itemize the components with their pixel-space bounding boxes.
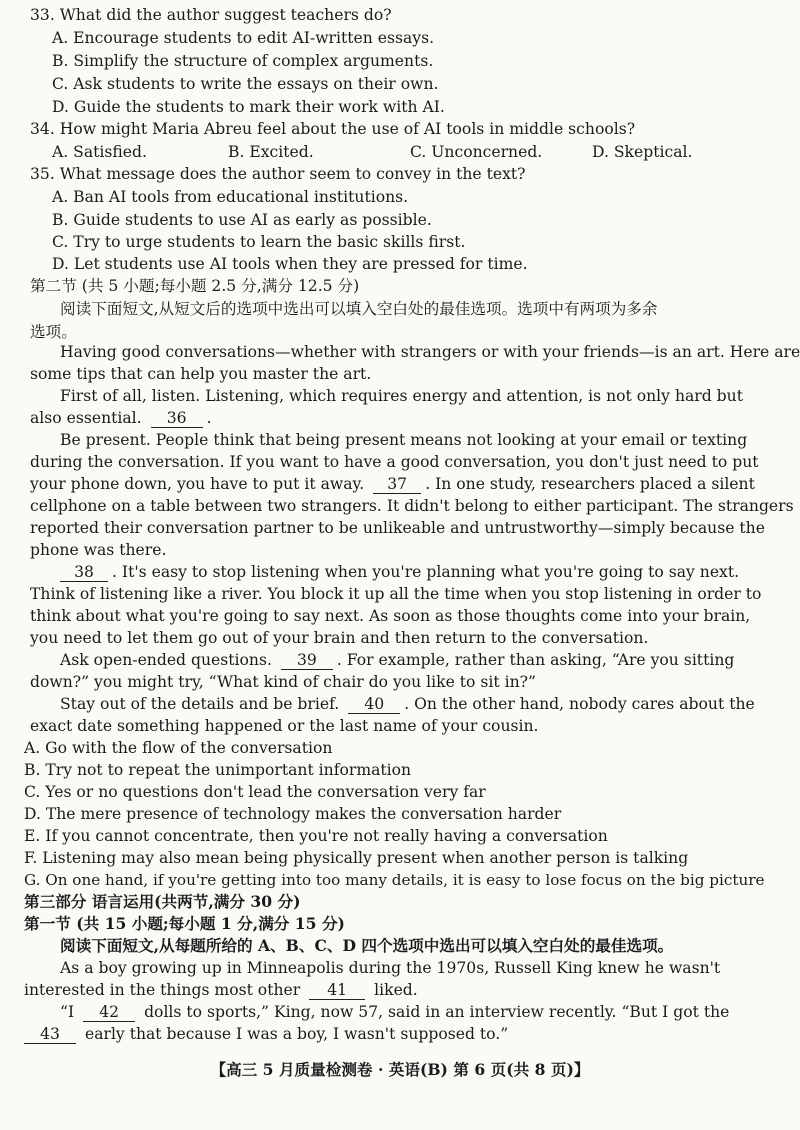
- q34-option-a: A. Satisfied.: [52, 143, 147, 161]
- blank-36[interactable]: 36: [151, 410, 203, 428]
- passage-p6-line2: exact date something happened or the last name of your cousin.: [30, 717, 539, 735]
- passage-p3-line3: [30, 474, 755, 494]
- part3-p2-line1: [60, 1002, 729, 1022]
- passage-p5-text-b: . For example, rather than asking, “Are you sitting: [336, 651, 735, 669]
- passage-p4-text: . It's easy to stop listening when you're planning what you're going to say next.: [112, 563, 740, 581]
- q35-option-b: B. Guide students to use AI as early as possible.: [52, 211, 432, 229]
- part3-header: 第三部分 语言运用(共两节,满分 30 分): [24, 892, 301, 911]
- blank-40[interactable]: 40: [348, 696, 400, 714]
- section2-option-a: A. Go with the flow of the conversation: [24, 739, 333, 757]
- passage-p3-line6: phone was there.: [30, 541, 167, 559]
- section2-option-g: G. On one hand, if you're getting into too many details, it is easy to lose focus on the big picture: [24, 871, 765, 889]
- q33-stem: 33. What did the author suggest teachers do?: [30, 6, 392, 24]
- part3-p1-text-a: interested in the things most other: [24, 981, 301, 999]
- passage-p2-line2: also essential. 36 .: [30, 409, 212, 427]
- passage-p6-text-b: . On the other hand, nobody cares about the: [404, 695, 755, 713]
- passage-p6-line1: [60, 694, 755, 714]
- part3-p1-line2: [24, 980, 418, 1000]
- passage-p3-line5: reported their conversation partner to be unlikeable and untrustworthy—simply because the: [30, 519, 765, 537]
- q34-option-b: B. Excited.: [228, 143, 314, 161]
- q35-option-d: D. Let students use AI tools when they are pressed for time.: [52, 255, 528, 273]
- part3-section1-header: 第一节 (共 15 小题;每小题 1 分,满分 15 分): [24, 914, 345, 933]
- q34-stem: 34. How might Maria Abreu feel about the use of AI tools in middle schools?: [30, 120, 636, 138]
- passage-p3-line2: during the conversation. If you want to have a good conversation, you don't just need to put: [30, 453, 759, 471]
- q35-option-c: C. Try to urge students to learn the basic skills first.: [52, 233, 466, 251]
- passage-p3-text-b: . In one study, researchers placed a silent: [425, 475, 755, 493]
- q34-option-c: C. Unconcerned.: [410, 143, 543, 161]
- passage-p4-line1: [60, 562, 739, 582]
- passage-p4-line3: think about what you're going to say next. As soon as those thoughts come into your brain,: [30, 607, 751, 625]
- passage-p5-line1: [60, 650, 734, 670]
- section2-option-d: D. The mere presence of technology makes the conversation harder: [24, 805, 562, 823]
- passage-p4-line2: Think of listening like a river. You block it up all the time when you stop listening in order to: [30, 585, 762, 603]
- section2-option-b: B. Try not to repeat the unimportant information: [24, 761, 412, 779]
- section2-instruction-cont: 选项。: [30, 323, 77, 341]
- passage-p5-text-a: Ask open-ended questions.: [60, 651, 272, 669]
- q34-option-d: D. Skeptical.: [592, 143, 693, 161]
- section2-option-c: C. Yes or no questions don't lead the conversation very far: [24, 783, 486, 801]
- section2-header: 第二节 (共 5 小题;每小题 2.5 分,满分 12.5 分): [30, 277, 360, 295]
- blank-43[interactable]: 43: [24, 1026, 76, 1044]
- part3-p2-text-a: “I: [60, 1003, 75, 1021]
- passage-p1-line2: some tips that can help you master the art.: [30, 365, 372, 383]
- part3-p1-line1: As a boy growing up in Minneapolis during the 1970s, Russell King knew he wasn't: [60, 959, 721, 977]
- passage-p3-text-a: your phone down, you have to put it away.: [30, 475, 365, 493]
- part3-p2-text-c: early that because I was a boy, I wasn't supposed to.”: [84, 1025, 509, 1043]
- passage-p4-line4: you need to let them go out of your brain and then return to the conversation.: [30, 629, 649, 647]
- passage-p2-line1: First of all, listen. Listening, which requires energy and attention, is not only hard but: [60, 387, 743, 405]
- part3-instruction: 阅读下面短文,从每题所给的 A、B、C、D 四个选项中选出可以填入空白处的最佳选项。: [60, 936, 674, 955]
- section2-instruction: 阅读下面短文,从短文后的选项中选出可以填入空白处的最佳选项。选项中有两项为多余: [60, 300, 658, 318]
- passage-p3-line1: Be present. People think that being present means not looking at your email or texting: [60, 431, 748, 449]
- passage-p6-text-a: Stay out of the details and be brief.: [60, 695, 340, 713]
- q33-option-b: B. Simplify the structure of complex arguments.: [52, 52, 434, 70]
- part3-p1-text-b: liked.: [374, 981, 418, 999]
- blank-41[interactable]: 41: [309, 982, 365, 1000]
- blank-39[interactable]: 39: [281, 652, 333, 670]
- q35-option-a: A. Ban AI tools from educational institutions.: [52, 188, 409, 206]
- blank-37[interactable]: 37: [373, 476, 421, 494]
- q35-stem: 35. What message does the author seem to convey in the text?: [30, 165, 526, 183]
- section2-option-f: F. Listening may also mean being physically present when another person is talking: [24, 849, 689, 867]
- passage-p1-line1: Having good conversations—whether with strangers or with your friends—is an art. Here are: [60, 343, 800, 361]
- passage-p5-line2: down?” you might try, “What kind of chair do you like to sit in?”: [30, 673, 536, 691]
- section2-option-e: E. If you cannot concentrate, then you're not really having a conversation: [24, 827, 608, 845]
- blank-42[interactable]: 42: [83, 1004, 135, 1022]
- passage-p2-text: also essential.: [30, 409, 142, 427]
- blank-38[interactable]: 38: [60, 564, 108, 582]
- part3-p2-line2: [24, 1024, 508, 1044]
- q33-option-c: C. Ask students to write the essays on their own.: [52, 75, 439, 93]
- part3-p2-text-b: dolls to sports,” King, now 57, said in an interview recently. “But I got the: [144, 1003, 730, 1021]
- page-footer: 【高三 5 月质量检测卷 · 英语(B) 第 6 页(共 8 页)】: [210, 1060, 590, 1079]
- q33-option-a: A. Encourage students to edit AI-written essays.: [52, 29, 435, 47]
- q33-option-d: D. Guide the students to mark their work with AI.: [52, 98, 445, 116]
- passage-p3-line4: cellphone on a table between two strangers. It didn't belong to either participant. The strangers: [30, 497, 794, 515]
